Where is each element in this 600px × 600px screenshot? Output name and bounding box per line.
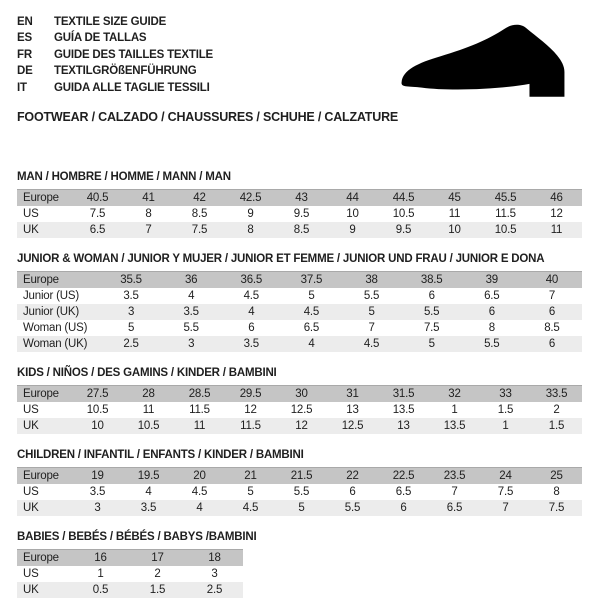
size-value: 5.5 xyxy=(363,290,380,303)
size-value: 28.5 xyxy=(188,388,211,401)
size-value: 6 xyxy=(428,290,435,303)
size-table-section xyxy=(17,531,583,598)
table-row xyxy=(17,189,582,206)
size-value: 4 xyxy=(196,502,203,515)
size-value: 8 xyxy=(247,224,254,237)
size-value: 3 xyxy=(127,306,135,319)
table-row xyxy=(17,467,582,484)
size-value: 8.5 xyxy=(544,322,560,335)
language-code: EN xyxy=(17,16,33,28)
size-value: 10 xyxy=(91,420,104,433)
size-tables xyxy=(17,171,583,598)
size-value: 9 xyxy=(247,208,254,221)
size-value: 11.5 xyxy=(240,420,261,433)
row-label: UK xyxy=(23,584,39,597)
size-value: 3.5 xyxy=(89,486,106,499)
size-value: 9.5 xyxy=(293,208,310,221)
table-row xyxy=(17,288,582,304)
language-code: DE xyxy=(17,65,33,78)
language-code: ES xyxy=(17,32,32,45)
table-row xyxy=(17,418,582,434)
size-value: 9 xyxy=(349,224,356,237)
row-label: Woman (US) xyxy=(23,322,88,335)
row-label: US xyxy=(23,568,39,581)
size-value: 6.5 xyxy=(395,486,412,499)
size-value: 3 xyxy=(188,338,195,351)
size-value: 8.5 xyxy=(293,224,310,237)
language-label: TEXTILE SIZE GUIDE xyxy=(54,16,167,28)
size-value: 5.5 xyxy=(183,322,199,335)
size-value: 13.5 xyxy=(392,404,415,417)
size-value: 42 xyxy=(193,192,206,205)
size-value: 4 xyxy=(308,338,315,351)
size-value: 6.5 xyxy=(89,224,106,237)
size-value: 19 xyxy=(91,470,104,483)
size-value: 6.5 xyxy=(484,290,500,303)
size-value: 30 xyxy=(295,388,308,401)
row-label: Europe xyxy=(23,274,59,287)
row-label: Junior (US) xyxy=(23,290,79,303)
size-value: 31 xyxy=(346,388,359,401)
row-label: Europe xyxy=(23,388,59,401)
size-table-title: MAN / HOMBRE / HOMME / MANN / MAN xyxy=(17,171,231,184)
size-table-section xyxy=(17,367,583,434)
row-label: US xyxy=(23,404,39,417)
size-table xyxy=(17,467,582,516)
size-value: 6 xyxy=(488,306,495,319)
size-value: 4 xyxy=(188,290,195,303)
table-row xyxy=(17,549,243,566)
size-value: 36 xyxy=(184,274,198,287)
size-value: 38.5 xyxy=(420,274,443,287)
size-value: 8 xyxy=(488,322,495,335)
size-value: 11.5 xyxy=(495,208,516,221)
size-value: 28 xyxy=(142,388,155,401)
size-value: 11 xyxy=(550,224,563,237)
size-value: 1.5 xyxy=(149,584,166,597)
size-value: 7.5 xyxy=(191,224,208,237)
size-table-section xyxy=(17,171,583,238)
row-label: Europe xyxy=(23,192,59,205)
table-row xyxy=(17,304,582,320)
size-value: 2 xyxy=(154,568,161,581)
size-value: 10.5 xyxy=(137,420,160,433)
size-value: 25 xyxy=(550,470,563,483)
size-value: 16 xyxy=(94,552,107,565)
row-label: Europe xyxy=(23,470,59,483)
size-value: 6 xyxy=(248,322,255,335)
size-value: 5.5 xyxy=(344,502,361,515)
size-value: 40.5 xyxy=(86,192,109,205)
size-value: 5 xyxy=(298,502,305,515)
size-value: 21.5 xyxy=(290,470,313,483)
size-value: 5.5 xyxy=(423,306,440,319)
size-value: 7.5 xyxy=(89,208,106,221)
size-value: 4.5 xyxy=(243,290,259,303)
size-value: 7 xyxy=(451,486,458,499)
size-value: 1 xyxy=(502,420,509,433)
size-table-section xyxy=(17,449,583,516)
size-value: 17 xyxy=(151,552,164,565)
size-value: 11 xyxy=(448,208,461,221)
size-value: 8.5 xyxy=(191,208,208,221)
size-value: 29.5 xyxy=(239,388,262,401)
size-value: 21 xyxy=(244,470,257,483)
size-value: 10 xyxy=(448,224,461,237)
size-value: 6 xyxy=(400,502,407,515)
size-value: 0.5 xyxy=(92,584,109,597)
size-value: 10.5 xyxy=(86,404,109,417)
language-label: GUIDE DES TAILLES TEXTILE xyxy=(54,48,213,61)
size-value: 7.5 xyxy=(423,322,440,335)
size-value: 10 xyxy=(346,208,359,221)
language-label: GUIDA ALLE TAGLIE TESSILI xyxy=(54,81,210,94)
size-value: 4.5 xyxy=(303,306,320,319)
size-value: 3.5 xyxy=(123,290,139,303)
size-table-section xyxy=(17,253,583,352)
language-code: FR xyxy=(17,48,32,61)
size-value: 2.5 xyxy=(206,584,223,597)
size-value: 13 xyxy=(346,404,359,417)
table-row xyxy=(17,320,582,336)
row-label: Woman (UK) xyxy=(23,338,88,351)
size-value: 40 xyxy=(545,274,559,287)
size-value: 24 xyxy=(499,470,512,483)
size-value: 1.5 xyxy=(497,404,514,417)
row-label: Junior (UK) xyxy=(23,306,79,319)
size-value: 13.5 xyxy=(443,420,466,433)
row-label: UK xyxy=(23,224,39,237)
table-row xyxy=(17,582,243,598)
category-heading: FOOTWEAR / CALZADO / CHAUSSURES / SCHUHE / CALZATURE xyxy=(17,110,399,125)
size-value: 6 xyxy=(349,486,356,499)
row-label: UK xyxy=(23,502,39,515)
size-value: 22.5 xyxy=(392,470,415,483)
table-row xyxy=(17,336,582,352)
size-value: 1.5 xyxy=(548,420,565,433)
dress-shoe-icon xyxy=(391,14,587,106)
size-value: 11 xyxy=(193,420,206,433)
size-value: 12.5 xyxy=(290,404,313,417)
size-value: 4.5 xyxy=(191,486,208,499)
size-value: 3 xyxy=(211,568,218,581)
language-code: IT xyxy=(17,81,27,94)
size-value: 41 xyxy=(142,192,155,205)
size-value: 19.5 xyxy=(137,470,160,483)
size-value: 5.5 xyxy=(484,338,500,351)
size-value: 7.5 xyxy=(548,502,565,515)
size-value: 5 xyxy=(368,306,375,319)
size-value: 6.5 xyxy=(303,322,320,335)
size-value: 9.5 xyxy=(395,224,412,237)
size-value: 5 xyxy=(308,290,315,303)
size-value: 3.5 xyxy=(243,338,259,351)
size-table-title: CHILDREN / INFANTIL / ENFANTS / KINDER / BAMBINI xyxy=(17,449,304,462)
size-value: 7 xyxy=(548,290,556,303)
size-value: 2 xyxy=(553,404,560,417)
size-value: 1 xyxy=(97,568,104,581)
table-row xyxy=(17,402,582,418)
size-value: 3 xyxy=(94,502,101,515)
size-value: 3.5 xyxy=(140,502,157,515)
size-value: 33.5 xyxy=(545,388,568,401)
size-table-title: BABIES / BEBÉS / BÉBÉS / BABYS /BAMBINI xyxy=(17,531,257,544)
size-value: 43 xyxy=(295,192,308,205)
size-value: 4 xyxy=(145,486,152,499)
size-value: 13 xyxy=(397,420,410,433)
size-value: 12 xyxy=(550,208,563,221)
size-value: 12 xyxy=(244,404,257,417)
size-value: 4.5 xyxy=(242,502,259,515)
size-value: 7 xyxy=(368,322,375,335)
row-label: UK xyxy=(23,420,39,433)
size-value: 4.5 xyxy=(363,338,380,351)
size-value: 5 xyxy=(428,338,435,351)
language-label: TEXTILGRÖßENFÜHRUNG xyxy=(54,65,197,78)
size-value: 11.5 xyxy=(189,404,210,417)
table-row xyxy=(17,206,582,222)
size-value: 7 xyxy=(145,224,152,237)
size-value: 18 xyxy=(208,552,221,565)
size-value: 33 xyxy=(499,388,512,401)
row-label: US xyxy=(23,208,39,221)
size-table xyxy=(17,549,243,598)
size-value: 8 xyxy=(553,486,560,499)
size-value: 44 xyxy=(346,192,359,205)
size-value: 6 xyxy=(548,306,556,319)
size-value: 7.5 xyxy=(497,486,514,499)
size-value: 31.5 xyxy=(392,388,415,401)
table-row xyxy=(17,484,582,500)
size-value: 46 xyxy=(550,192,563,205)
size-value: 10.5 xyxy=(494,224,517,237)
size-value: 2.5 xyxy=(123,338,139,351)
size-value: 32 xyxy=(448,388,461,401)
size-table-title: KIDS / NIÑOS / DES GAMINS / KINDER / BAMBINI xyxy=(17,367,277,380)
size-value: 27.5 xyxy=(86,388,109,401)
size-value: 5.5 xyxy=(293,486,310,499)
size-value: 20 xyxy=(193,470,206,483)
size-value: 4 xyxy=(248,306,255,319)
size-value: 45.5 xyxy=(494,192,517,205)
size-table-title: JUNIOR & WOMAN / JUNIOR Y MUJER / JUNIOR ET FEMME / JUNIOR UND FRAU / JUNIOR E DONA xyxy=(17,253,545,266)
size-value: 10.5 xyxy=(392,208,415,221)
row-label: US xyxy=(23,486,39,499)
size-value: 39 xyxy=(485,274,499,287)
size-table xyxy=(17,385,582,434)
size-table xyxy=(17,271,582,352)
size-value: 7 xyxy=(502,502,509,515)
size-value: 38 xyxy=(365,274,378,287)
table-row xyxy=(17,271,582,288)
language-label: GUÍA DE TALLAS xyxy=(54,32,147,45)
table-row xyxy=(17,222,582,238)
size-value: 12.5 xyxy=(341,420,364,433)
size-value: 5 xyxy=(127,322,135,335)
size-value: 5 xyxy=(247,486,254,499)
size-value: 3.5 xyxy=(183,306,199,319)
size-value: 35.5 xyxy=(120,274,142,287)
size-value: 22 xyxy=(346,470,359,483)
size-value: 37.5 xyxy=(300,274,323,287)
size-table xyxy=(17,189,582,238)
size-value: 1 xyxy=(451,404,458,417)
size-value: 11 xyxy=(142,404,155,417)
size-value: 45 xyxy=(448,192,461,205)
table-row xyxy=(17,500,582,516)
size-value: 8 xyxy=(145,208,152,221)
size-value: 12 xyxy=(295,420,308,433)
size-value: 44.5 xyxy=(392,192,415,205)
size-value: 6 xyxy=(548,338,556,351)
table-row xyxy=(17,566,243,582)
size-value: 23.5 xyxy=(443,470,466,483)
size-value: 36.5 xyxy=(240,274,263,287)
table-row xyxy=(17,385,582,402)
size-value: 42.5 xyxy=(239,192,262,205)
size-value: 6.5 xyxy=(446,502,463,515)
row-label: Europe xyxy=(23,552,59,565)
